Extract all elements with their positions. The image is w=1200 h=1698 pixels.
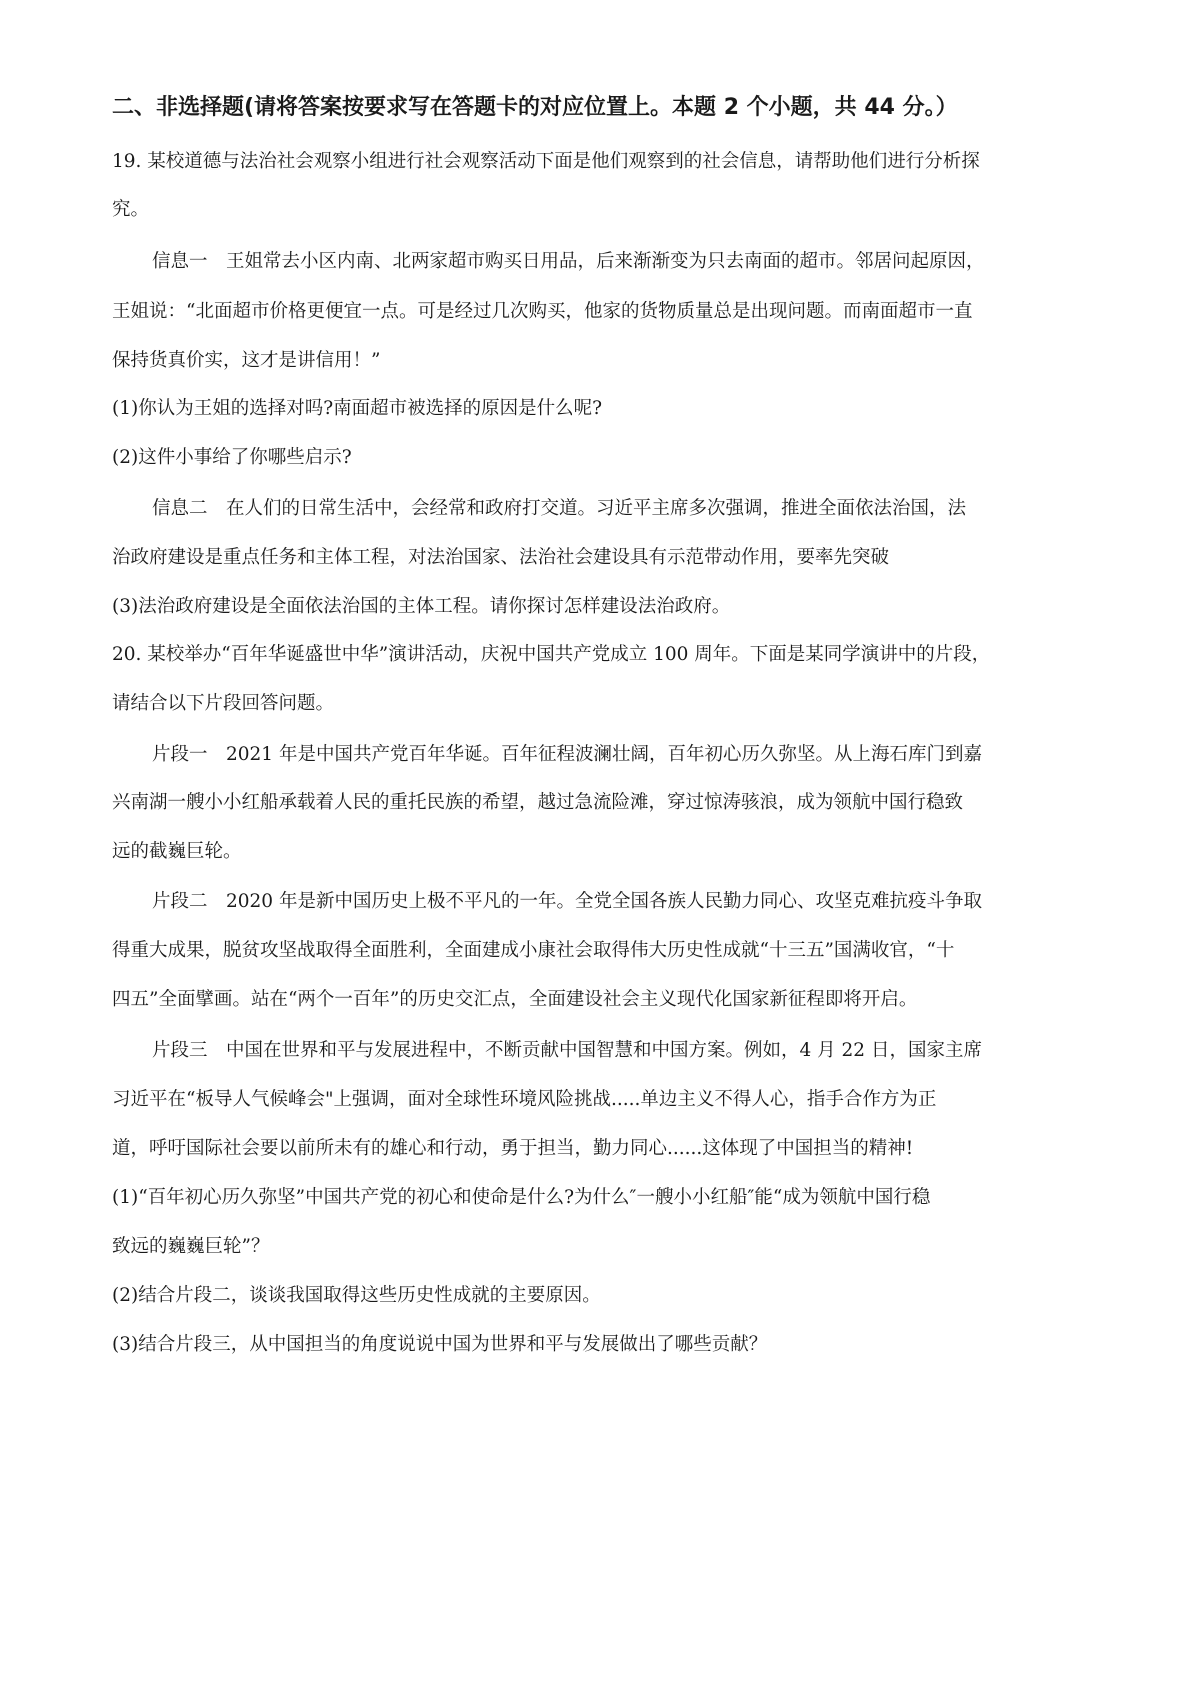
q20-stem-line-1: 20. 某校举办“百年华诞盛世中华”演讲活动，庆祝中国共产党成立 100 周年。下面是某同学演讲中的片段， xyxy=(112,644,991,665)
q20-fragment3-line-2: 习近平在“板导人气候峰会"上强调，面对全球性环境风险挑战.....单边主义不得人心，指手合作方为正 xyxy=(112,1089,937,1110)
q19-info1-line-1: 信息一 王姐常去小区内南、北两家超市购买日用品，后来渐渐变为只去南面的超市。邻居问起原因， xyxy=(152,251,985,272)
q20-fragment2-line-3: 四五”全面擘画。站在“两个一百年”的历史交汇点，全面建设社会主义现代化国家新征程即将开启。 xyxy=(112,989,918,1010)
q19-info1-line-3: 保持货真价实，这才是讲信用！” xyxy=(112,350,381,371)
q20-subquestion-1-line-2: 致远的巍巍巨轮”？ xyxy=(112,1236,270,1257)
q20-fragment1-line-1: 片段一 2021 年是中国共产党百年华诞。百年征程波澜壮阔，百年初心历久弥坚。从上海石库门到嘉 xyxy=(152,744,982,765)
q20-fragment3-line-1: 片段三 中国在世界和平与发展进程中，不断贡献中国智慧和中国方案。例如，4 月 22 日，国家主席 xyxy=(152,1040,982,1061)
section-heading: 二、非选择题(请将答案按要求写在答题卡的对应位置上。本题 2 个小题，共 44 分。） xyxy=(112,95,958,120)
q19-info2-line-2: 治政府建设是重点任务和主体工程，对法治国家、法治社会建设具有示范带动作用，要率先突破 xyxy=(112,547,890,568)
q20-stem-line-2: 请结合以下片段回答问题。 xyxy=(112,693,335,714)
q19-stem-line-1: 19. 某校道德与法治社会观察小组进行社会观察活动下面是他们观察到的社会信息，请帮助他们进行分析探 xyxy=(112,151,980,172)
q20-subquestion-2: (2)结合片段二，谈谈我国取得这些历史性成就的主要原因。 xyxy=(112,1285,601,1306)
q19-stem-line-2: 究。 xyxy=(112,199,150,220)
q20-fragment3-line-3: 道，呼吁国际社会要以前所未有的雄心和行动，勇于担当，勤力同心......这体现了中国担当的精神! xyxy=(112,1138,914,1159)
q20-subquestion-3: (3)结合片段三，从中国担当的角度说说中国为世界和平与发展做出了哪些贡献？ xyxy=(112,1334,768,1355)
q19-subquestion-1: (1)你认为王姐的选择对吗?南面超市被选择的原因是什么呢? xyxy=(112,398,603,419)
q19-subquestion-3: (3)法治政府建设是全面依法治国的主体工程。请你探讨怎样建设法治政府。 xyxy=(112,596,731,617)
q20-fragment2-line-2: 得重大成果，脱贫攻坚战取得全面胜利，全面建成小康社会取得伟大历史性成就“十三五”国满收官，“十 xyxy=(112,940,955,961)
q19-subquestion-2: (2)这件小事给了你哪些启示? xyxy=(112,447,352,468)
q20-fragment2-line-1: 片段二 2020 年是新中国历史上极不平凡的一年。全党全国各族人民勤力同心、攻坚克难抗疫斗争取 xyxy=(152,891,982,912)
q20-fragment1-line-2: 兴南湖一艘小小红船承载着人民的重托民族的希望，越过急流险滩，穿过惊涛骇浪，成为领航中国行稳致 xyxy=(112,792,964,813)
q20-subquestion-1-line-1: (1)“百年初心历久弥坚”中国共产党的初心和使命是什么?为什么″一艘小小红船″能“成为领航中国行稳 xyxy=(112,1187,931,1208)
q19-info2-line-1: 信息二 在人们的日常生活中，会经常和政府打交道。习近平主席多次强调，推进全面依法治国，法 xyxy=(152,498,967,519)
q19-info1-line-2: 王姐说：“北面超市价格更便宜一点。可是经过几次购买，他家的货物质量总是出现问题。而南面超市一直 xyxy=(112,301,973,322)
q20-fragment1-line-3: 远的截巍巨轮。 xyxy=(112,841,242,862)
